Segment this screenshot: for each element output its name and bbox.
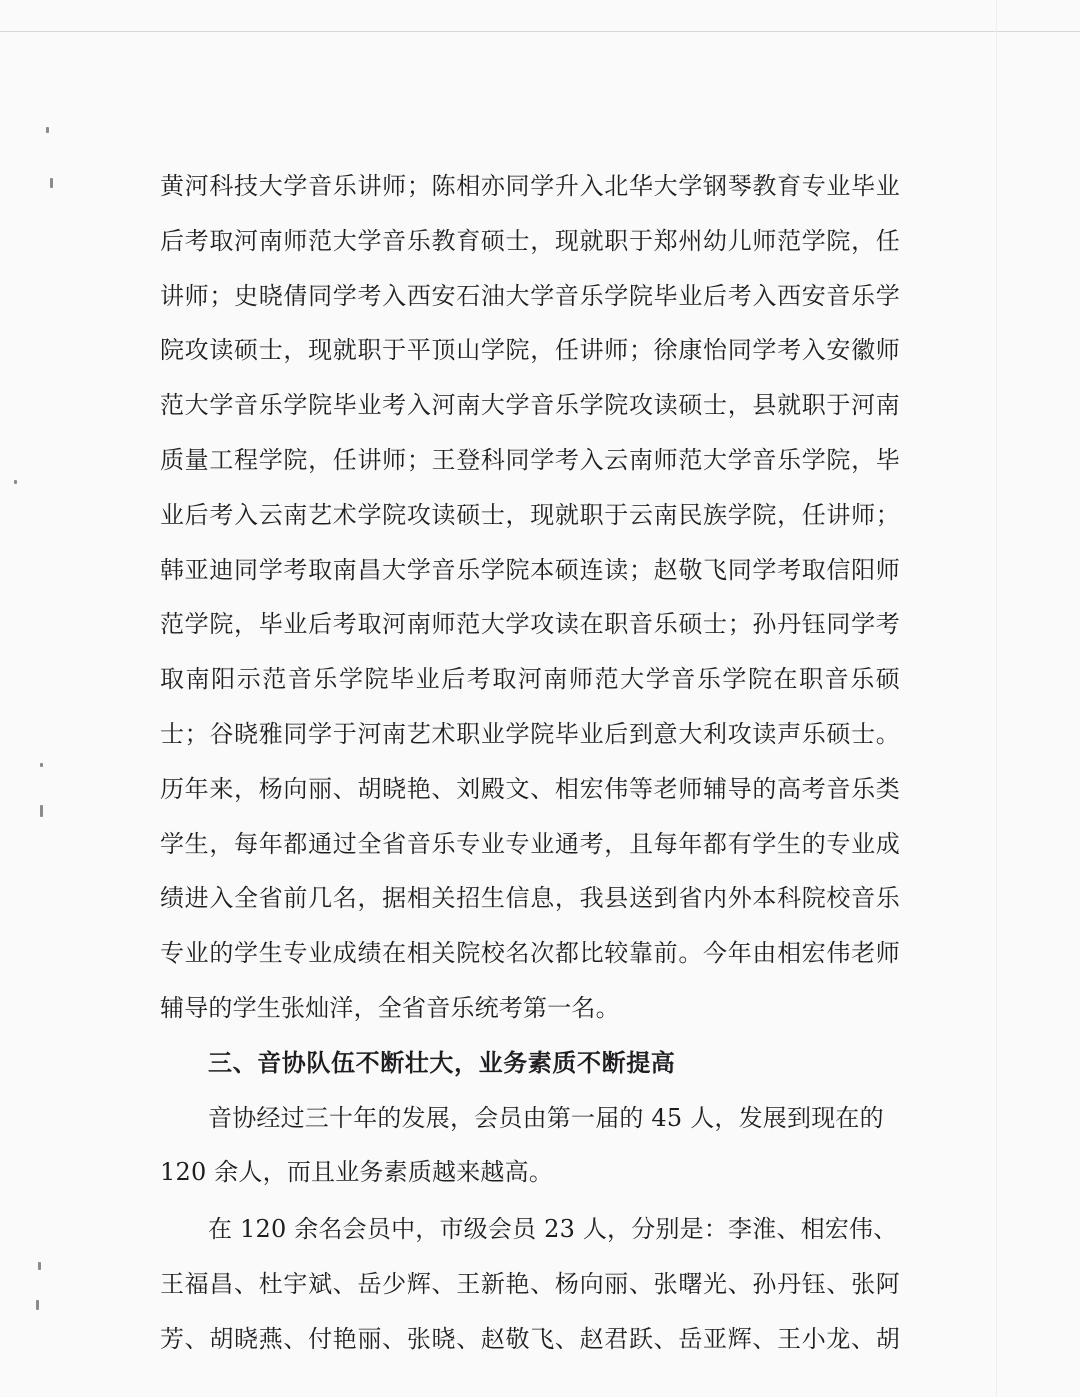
paragraph-1-line: 业后考入云南艺术学院攻读硕士，现就职于云南民族学院，任讲师； xyxy=(160,500,900,529)
scan-speck xyxy=(46,127,49,133)
paragraph-1-line: 士；谷晓雅同学于河南艺术职业学院毕业后到意大利攻读声乐硕士。 xyxy=(160,719,900,748)
paragraph-1-line: 后考取河南师范大学音乐教育硕士，现就职于郑州幼儿师范学院，任 xyxy=(160,226,900,255)
paragraph-1-line: 黄河科技大学音乐讲师；陈相亦同学升入北华大学钢琴教育专业毕业 xyxy=(160,172,900,200)
paragraph-1-line: 学生，每年都通过全省音乐专业专业通考，且每年都有学生的专业成 xyxy=(160,829,900,858)
paragraph-1-line: 专业的学生专业成绩在相关院校名次都比较靠前。今年由相宏伟老师 xyxy=(160,939,900,968)
paragraph-1-line: 院攻读硕士，现就职于平顶山学院，任讲师；徐康怡同学考入安徽师 xyxy=(160,336,900,365)
paragraph-1-line: 历年来，杨向丽、胡晓艳、刘殿文、相宏伟等老师辅导的高考音乐类 xyxy=(160,774,900,803)
scan-speck xyxy=(40,805,43,817)
page-top-edge xyxy=(0,31,1080,32)
paragraph-3-line: 王福昌、杜宇斌、岳少辉、王新艳、杨向丽、张曙光、孙丹钰、张阿 xyxy=(160,1269,900,1298)
scan-speck xyxy=(38,1262,41,1270)
scan-speck xyxy=(14,480,17,484)
paragraph-1-line: 取南阳示范音乐学院毕业后考取河南师范大学音乐学院在职音乐硕 xyxy=(160,665,900,694)
paragraph-2-line: 音协经过三十年的发展，会员由第一届的 45 人，发展到现在的 xyxy=(208,1103,884,1132)
paragraph-1-line: 范学院，毕业后考取河南师范大学攻读在职音乐硕士；孙丹钰同学考 xyxy=(160,610,900,639)
paragraph-3-line: 芳、胡晓燕、付艳丽、张晓、赵敬飞、赵君跃、岳亚辉、王小龙、胡 xyxy=(160,1324,900,1353)
paragraph-1-line: 质量工程学院，任讲师；王登科同学考入云南师范大学音乐学院，毕 xyxy=(160,445,900,474)
section-heading-3: 三、音协队伍不断壮大，业务素质不断提高 xyxy=(208,1047,676,1077)
paragraph-1-line: 辅导的学生张灿洋，全省音乐统考第一名。 xyxy=(160,993,620,1022)
page-fold-line xyxy=(996,0,997,1397)
paragraph-1-line: 讲师；史晓倩同学考入西安石油大学音乐学院毕业后考入西安音乐学 xyxy=(160,281,900,310)
scan-speck xyxy=(36,1300,39,1310)
paragraph-1-line: 范大学音乐学院毕业考入河南大学音乐学院攻读硕士，县就职于河南 xyxy=(160,391,900,420)
document-body xyxy=(160,159,900,1367)
paragraph-1-line: 韩亚迪同学考取南昌大学音乐学院本硕连读；赵敬飞同学考取信阳师 xyxy=(160,555,900,584)
scan-speck xyxy=(40,763,43,767)
paragraph-1-line: 绩进入全省前几名，据相关招生信息，我县送到省内外本科院校音乐 xyxy=(160,884,900,913)
paragraph-3-line: 在 120 余名会员中，市级会员 23 人，分别是：李淮、相宏伟、 xyxy=(208,1215,898,1244)
paragraph-2-line: 120 余人，而且业务素质越来越高。 xyxy=(160,1158,554,1187)
scan-speck xyxy=(50,178,53,188)
